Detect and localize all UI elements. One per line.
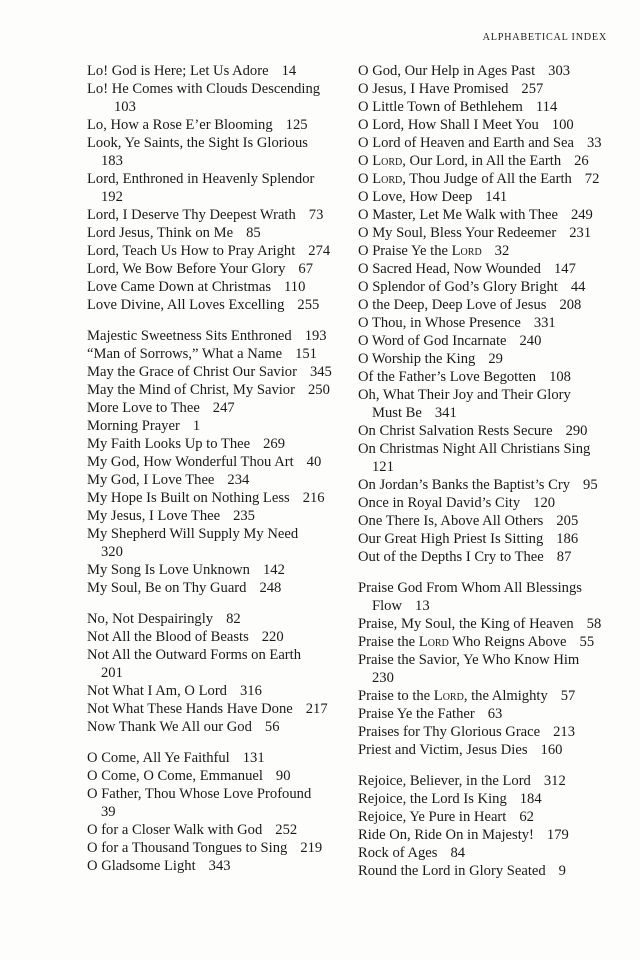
index-entry-title: O Lord of Heaven and Earth and Sea [358, 135, 574, 151]
index-entry-title: O Splendor of God’s Glory Bright [358, 279, 558, 295]
index-entry[interactable] [358, 862, 604, 880]
index-entry-page-number: 240 [519, 333, 542, 349]
index-entry-title: O for a Thousand Tongues to Sing [87, 840, 288, 856]
index-entry[interactable] [87, 399, 333, 417]
index-entry-title: Now Thank We All our God [87, 719, 252, 735]
index-entry-title: O Praise Ye the Lord [358, 243, 482, 259]
index-entry-page-number: 257 [521, 81, 544, 97]
index-entry-page-number: 235 [233, 508, 255, 524]
index-entry-title: No, Not Despairingly [87, 611, 214, 627]
index-entry[interactable] [358, 422, 604, 440]
divine-name-smallcaps: Lord [372, 171, 403, 187]
index-entry-page-number: 201 [101, 665, 123, 681]
index-entry[interactable] [87, 327, 333, 345]
right-column [358, 62, 604, 880]
index-entry[interactable] [358, 808, 604, 826]
index-entry[interactable] [358, 152, 604, 170]
index-entry-page-number: 84 [450, 845, 466, 861]
index-entry-page-number: 213 [553, 724, 575, 740]
index-entry-page-number: 192 [101, 189, 123, 205]
index-entry[interactable] [87, 296, 333, 314]
index-entry-title: O Sacred Head, Now Wounded [358, 261, 541, 277]
index-entry-title: My Song Is Love Unknown [87, 562, 250, 578]
index-entry-page-number: 151 [295, 346, 317, 362]
index-entry[interactable] [87, 525, 333, 561]
index-entry-page-number: 62 [519, 809, 534, 825]
index-entry[interactable] [87, 489, 333, 507]
index-entry-title: Lord, We Bow Before Your Glory [87, 261, 286, 277]
index-entry-title: Priest and Victim, Jesus Dies [358, 742, 528, 758]
index-entry[interactable] [87, 62, 333, 80]
index-entry[interactable] [358, 134, 604, 152]
index-entry[interactable] [87, 471, 333, 489]
index-entry-title: O Come, All Ye Faithful [87, 750, 230, 766]
index-letter-group [87, 62, 333, 314]
index-entry-page-number: 290 [565, 423, 588, 439]
index-entry-page-number: 320 [101, 544, 123, 560]
index-entry-title: On Christmas Night All Christians Sing [358, 441, 591, 457]
index-entry-page-number: 186 [556, 531, 579, 547]
index-entry[interactable] [358, 705, 604, 723]
index-entry-page-number: 269 [263, 436, 285, 452]
index-entry-title: My God, How Wonderful Thou Art [87, 454, 294, 470]
index-entry-title: My Faith Looks Up to Thee [87, 436, 251, 452]
index-entry-page-number: 29 [488, 351, 503, 367]
index-entry-title: Love Divine, All Loves Excelling [87, 297, 285, 313]
index-entry[interactable] [87, 839, 333, 857]
index-entry[interactable] [87, 857, 333, 875]
index-entry[interactable] [87, 206, 333, 224]
index-entry[interactable] [358, 62, 604, 80]
index-entry-page-number: 40 [306, 454, 322, 470]
index-letter-group [87, 610, 333, 736]
index-entry-title: O Gladsome Light [87, 858, 196, 874]
index-entry-title: Majestic Sweetness Sits Enthroned [87, 328, 292, 344]
index-entry-title: Rejoice, Ye Pure in Heart [358, 809, 507, 825]
index-entry[interactable] [87, 435, 333, 453]
index-entry-page-number: 343 [208, 858, 231, 874]
index-entry-page-number: 255 [297, 297, 320, 313]
index-entry-title: O Lord, Our Lord, in All the Earth [358, 153, 562, 169]
index-entry-title: Praise, My Soul, the King of Heaven [358, 616, 574, 632]
index-entry[interactable] [358, 350, 604, 368]
index-entry-title: On Jordan’s Banks the Baptist’s Cry [358, 477, 571, 493]
index-entry-title: O Father, Thou Whose Love Profound [87, 786, 312, 802]
index-entry-title: Ride On, Ride On in Majesty! [358, 827, 534, 843]
index-entry[interactable] [358, 476, 604, 494]
index-entry-page-number: 120 [533, 495, 556, 511]
index-entry-page-number: 316 [239, 683, 262, 699]
index-entry-title: Praise the Savior, Ye Who Know Him [358, 652, 580, 668]
index-entry-page-number: 247 [212, 400, 235, 416]
index-entry-page-number: 147 [553, 261, 576, 277]
index-entry-page-number: 231 [569, 225, 592, 241]
index-entry-page-number: 63 [487, 706, 503, 722]
divine-name-smallcaps: Lord [418, 634, 449, 650]
index-entry-page-number: 160 [540, 742, 563, 758]
index-entry-page-number: 142 [262, 562, 285, 578]
index-entry-title: Not All the Outward Forms on Earth [87, 647, 302, 663]
index-entry[interactable] [358, 844, 604, 862]
index-entry[interactable] [87, 700, 333, 718]
index-entry-page-number: 205 [556, 513, 579, 529]
index-entry[interactable] [87, 628, 333, 646]
index-entry-page-number: 230 [372, 670, 394, 686]
index-entry-title: Praise Ye the Father [358, 706, 475, 722]
index-entry[interactable] [358, 579, 604, 615]
index-entry-title: O Love, How Deep [358, 189, 473, 205]
index-entry[interactable] [87, 821, 333, 839]
index-entry[interactable] [87, 507, 333, 525]
index-entry-page-number: 121 [372, 459, 394, 475]
index-entry-title: O Thou, in Whose Presence [358, 315, 521, 331]
index-entry-page-number: 303 [548, 63, 571, 79]
index-entry-page-number: 103 [114, 99, 136, 115]
index-entry-title: Praise the Lord Who Reigns Above [358, 634, 567, 650]
index-entry[interactable] [87, 278, 333, 296]
index-entry-title: Morning Prayer [87, 418, 180, 434]
index-entry-title: Lord, Teach Us How to Pray Aright [87, 243, 296, 259]
index-letter-group [358, 772, 604, 880]
divine-name-smallcaps: Lord [433, 688, 464, 704]
index-entry[interactable] [358, 80, 604, 98]
index-entry-page-number: 72 [584, 171, 600, 187]
index-entry-title: On Christ Salvation Rests Secure [358, 423, 553, 439]
index-entry-page-number: 32 [494, 243, 510, 259]
running-head: ALPHABETICAL INDEX [482, 32, 607, 43]
index-entry-title: Our Great High Priest Is Sitting [358, 531, 544, 547]
index-entry-title: O God, Our Help in Ages Past [358, 63, 536, 79]
index-entry-page-number: 82 [226, 611, 241, 627]
index-entry-title: O Come, O Come, Emmanuel [87, 768, 263, 784]
index-entry-page-number: 95 [583, 477, 598, 493]
index-entry-title: Not All the Blood of Beasts [87, 629, 249, 645]
index-entry[interactable] [87, 134, 333, 170]
index-entry-page-number: 39 [101, 804, 116, 820]
index-entry-page-number: 14 [281, 63, 297, 79]
index-entry[interactable] [87, 785, 333, 821]
index-entry-title: Lord, I Deserve Thy Deepest Wrath [87, 207, 296, 223]
index-entry[interactable] [358, 296, 604, 314]
index-entry-page-number: 250 [307, 382, 330, 398]
index-entry-title: O for a Closer Walk with God [87, 822, 263, 838]
index-columns [87, 62, 612, 880]
index-entry-page-number: 341 [434, 405, 457, 421]
index-entry-title: Oh, What Their Joy and Their Glory Must Be [358, 387, 571, 421]
index-entry-page-number: 33 [587, 135, 602, 151]
index-entry-title: Praises for Thy Glorious Grace [358, 724, 541, 740]
index-entry[interactable] [358, 206, 604, 224]
index-entry-title: O Little Town of Bethlehem [358, 99, 523, 115]
index-entry[interactable] [358, 242, 604, 260]
index-entry-page-number: 179 [546, 827, 569, 843]
index-entry-page-number: 44 [570, 279, 586, 295]
index-entry-page-number: 193 [304, 328, 327, 344]
index-entry[interactable] [358, 224, 604, 242]
index-entry[interactable] [87, 242, 333, 260]
index-entry-title: Look, Ye Saints, the Sight Is Glorious [87, 135, 308, 151]
index-entry-title: May the Grace of Christ Our Savior [87, 364, 297, 380]
index-entry[interactable] [358, 188, 604, 206]
index-entry[interactable] [87, 579, 333, 597]
index-entry[interactable] [358, 548, 604, 566]
index-entry-title: O Word of God Incarnate [358, 333, 507, 349]
index-entry-page-number: 9 [558, 863, 566, 879]
index-entry-page-number: 57 [560, 688, 576, 704]
index-entry-page-number: 100 [551, 117, 574, 133]
index-entry-page-number: 90 [275, 768, 291, 784]
index-entry-title: Not What These Hands Have Done [87, 701, 293, 717]
index-entry[interactable] [358, 790, 604, 808]
index-entry[interactable] [358, 512, 604, 530]
divine-name-smallcaps: Lord [451, 243, 482, 259]
index-entry[interactable] [358, 314, 604, 332]
index-entry-title: Praise God From Whom All Blessings Flow [358, 580, 582, 614]
index-entry-page-number: 87 [556, 549, 572, 565]
index-entry[interactable] [87, 116, 333, 134]
index-entry[interactable] [358, 687, 604, 705]
index-entry[interactable] [87, 767, 333, 785]
index-entry[interactable] [358, 494, 604, 512]
index-entry[interactable] [87, 170, 333, 206]
index-entry[interactable] [358, 741, 604, 759]
index-entry[interactable] [358, 260, 604, 278]
index-entry[interactable] [358, 98, 604, 116]
index-letter-group [87, 749, 333, 875]
index-entry[interactable] [358, 530, 604, 548]
index-entry-page-number: 312 [543, 773, 566, 789]
index-entry-title: Round the Lord in Glory Seated [358, 863, 546, 879]
index-entry[interactable] [358, 633, 604, 651]
index-entry-page-number: 331 [533, 315, 556, 331]
index-letter-group [87, 327, 333, 597]
index-entry-title: O the Deep, Deep Love of Jesus [358, 297, 547, 313]
index-letter-group [358, 62, 604, 566]
index-entry-title: O Lord, Thou Judge of All the Earth [358, 171, 572, 187]
index-entry[interactable] [87, 80, 333, 116]
index-entry-page-number: 125 [285, 117, 308, 133]
index-entry-title: Lo! He Comes with Clouds Descending [87, 81, 321, 97]
index-entry[interactable] [358, 723, 604, 741]
index-entry-page-number: 208 [559, 297, 582, 313]
index-entry-page-number: 274 [308, 243, 331, 259]
index-entry[interactable] [358, 368, 604, 386]
index-entry[interactable] [87, 646, 333, 682]
index-entry-title: Rejoice, Believer, in the Lord [358, 773, 531, 789]
index-entry[interactable] [358, 116, 604, 134]
index-entry-page-number: 26 [574, 153, 589, 169]
index-entry-page-number: 217 [305, 701, 328, 717]
index-entry[interactable] [358, 826, 604, 844]
index-entry-page-number: 114 [535, 99, 558, 115]
index-entry[interactable] [358, 440, 604, 476]
index-entry-page-number: 58 [586, 616, 602, 632]
index-entry-title: My God, I Love Thee [87, 472, 215, 488]
index-entry-title: May the Mind of Christ, My Savior [87, 382, 295, 398]
index-entry-page-number: 183 [101, 153, 123, 169]
index-entry-title: Rock of Ages [358, 845, 438, 861]
index-entry-title: My Jesus, I Love Thee [87, 508, 221, 524]
index-entry-page-number: 110 [284, 279, 306, 295]
index-entry[interactable] [358, 170, 604, 188]
index-entry-title: Lo, How a Rose E’er Blooming [87, 117, 273, 133]
index-entry-title: Once in Royal David’s City [358, 495, 521, 511]
index-entry-page-number: 220 [261, 629, 284, 645]
index-entry-page-number: 1 [192, 418, 201, 434]
index-entry[interactable] [358, 278, 604, 296]
index-entry-page-number: 249 [570, 207, 593, 223]
index-entry-title: Lo! God is Here; Let Us Adore [87, 63, 269, 79]
index-entry[interactable] [87, 345, 333, 363]
index-entry[interactable] [358, 386, 604, 422]
index-entry-title: Rejoice, the Lord Is King [358, 791, 507, 807]
index-entry-page-number: 73 [308, 207, 324, 223]
index-entry[interactable] [358, 772, 604, 790]
index-entry[interactable] [87, 260, 333, 278]
index-entry-title: More Love to Thee [87, 400, 200, 416]
index-entry-title: Not What I Am, O Lord [87, 683, 227, 699]
index-entry[interactable] [87, 682, 333, 700]
index-entry-page-number: 141 [485, 189, 508, 205]
index-entry-title: O Lord, How Shall I Meet You [358, 117, 539, 133]
index-entry-page-number: 219 [300, 840, 323, 856]
index-entry-title: “Man of Sorrows,” What a Name [87, 346, 283, 362]
index-entry-page-number: 184 [519, 791, 542, 807]
index-entry-title: Praise to the Lord, the Almighty [358, 688, 548, 704]
index-entry[interactable] [87, 224, 333, 242]
index-entry-page-number: 131 [242, 750, 265, 766]
index-entry-page-number: 56 [264, 719, 280, 735]
index-entry-title: Love Came Down at Christmas [87, 279, 272, 295]
index-entry-page-number: 345 [309, 364, 332, 380]
index-letter-group [358, 579, 604, 759]
index-entry-title: Lord, Enthroned in Heavenly Splendor [87, 171, 315, 187]
index-entry[interactable] [87, 561, 333, 579]
index-entry-title: O My Soul, Bless Your Redeemer [358, 225, 557, 241]
index-entry-title: My Soul, Be on Thy Guard [87, 580, 247, 596]
index-entry[interactable] [87, 453, 333, 471]
divine-name-smallcaps: Lord [372, 153, 403, 169]
index-entry-title: Of the Father’s Love Begotten [358, 369, 537, 385]
index-entry-title: Lord Jesus, Think on Me [87, 225, 234, 241]
index-entry-title: O Worship the King [358, 351, 476, 367]
index-entry-page-number: 252 [275, 822, 298, 838]
index-entry-page-number: 55 [579, 634, 595, 650]
index-entry-page-number: 234 [227, 472, 250, 488]
index-entry-page-number: 248 [259, 580, 282, 596]
index-entry-page-number: 13 [415, 598, 430, 614]
index-entry-page-number: 108 [549, 369, 571, 385]
index-entry-title: O Jesus, I Have Promised [358, 81, 509, 97]
index-entry[interactable] [87, 749, 333, 767]
index-entry[interactable] [358, 332, 604, 350]
index-entry[interactable] [87, 610, 333, 628]
index-entry-title: O Master, Let Me Walk with Thee [358, 207, 558, 223]
index-entry-title: One There Is, Above All Others [358, 513, 544, 529]
index-entry-page-number: 216 [302, 490, 325, 506]
index-entry[interactable] [87, 718, 333, 736]
index-entry-page-number: 85 [246, 225, 261, 241]
index-entry-page-number: 67 [298, 261, 313, 277]
index-entry[interactable] [87, 417, 333, 435]
index-entry[interactable] [87, 381, 333, 399]
left-column [87, 62, 333, 880]
index-entry-title: My Hope Is Built on Nothing Less [87, 490, 290, 506]
index-entry[interactable] [358, 651, 604, 687]
index-entry-title: My Shepherd Will Supply My Need [87, 526, 299, 542]
index-entry[interactable] [358, 615, 604, 633]
index-entry-title: Out of the Depths I Cry to Thee [358, 549, 544, 565]
index-entry[interactable] [87, 363, 333, 381]
